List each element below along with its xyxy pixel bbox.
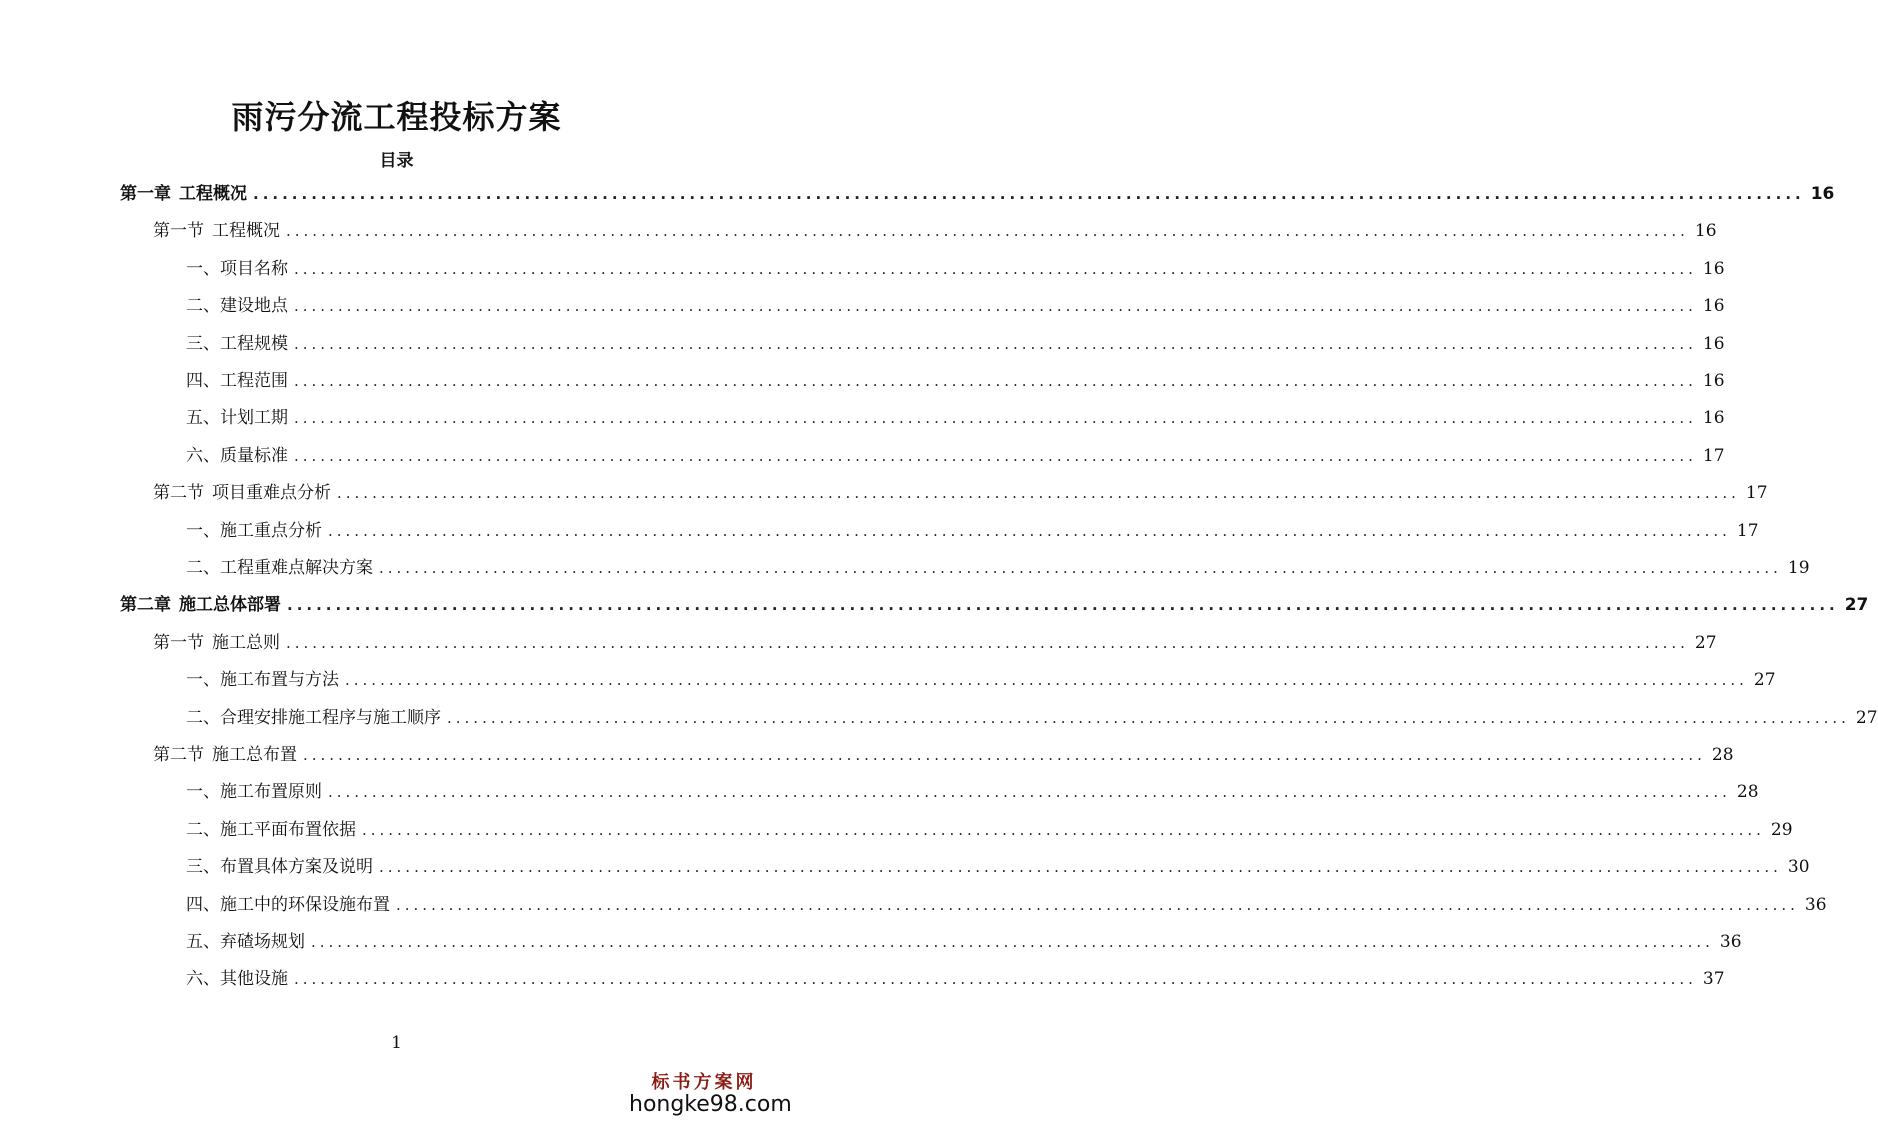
toc-entry[interactable] [153,474,1768,504]
toc-entry-text: 其他设施 [220,969,288,990]
toc-entry-page: 36 [1719,932,1742,952]
toc-entry-page: 27 [1844,595,1869,616]
watermark-url: hongke98.com [629,1092,792,1117]
toc-entry-page: 16 [1702,296,1725,317]
toc-entry-label [153,482,331,504]
toc-entry-text: 施工总则 [212,632,280,653]
toc-leader-dots: ................................................................................................................................................................ [294,409,1697,428]
toc-leader-dots: ................................................................................................................................................................ [253,185,1805,203]
toc-entry-page: 16 [1810,184,1835,204]
watermark-logo [629,1068,792,1117]
toc-entry[interactable] [186,399,1725,429]
toc-entry-text: 施工平面布置依据 [220,819,356,840]
toc-leader-dots: ................................................................................................................................................................ [396,895,1799,914]
toc-entry-number: 第一节 [153,221,204,242]
toc-entry-label [186,931,305,953]
toc-entry[interactable] [153,212,1717,242]
toc-entry-number: 四、 [186,894,220,915]
toc-entry-text: 施工中的环保设施布置 [220,894,390,915]
toc-entry[interactable] [120,586,1869,616]
toc-entry-number: 二、 [186,819,220,840]
watermark-name: 标书方案网 [651,1072,757,1093]
toc-entry-text: 弃碴场规划 [220,932,305,952]
toc-entry-number: 六、 [186,969,220,990]
toc-entry-number: 三、 [186,333,220,354]
toc-entry-page: 30 [1787,857,1810,878]
toc-entry-number: 一、 [186,258,220,279]
toc-entry[interactable] [186,512,1759,542]
toc-entry-label [186,407,288,429]
toc-entry-page: 16 [1702,258,1725,279]
toc-entry-page: 17 [1702,445,1725,466]
toc-entry[interactable] [186,811,1793,841]
toc-entry-page: 16 [1702,371,1725,391]
toc-entry-text: 工程概况 [212,221,280,242]
toc-leader-dots: ................................................................................................................................................................ [294,970,1697,989]
toc-entry-label [186,968,288,990]
toc-entry-label [186,707,441,729]
toc-entry-text: 质量标准 [220,445,288,466]
toc-entry-label [186,258,288,280]
toc-leader-dots: ................................................................................................................................................................ [286,633,1689,652]
toc-leader-dots: ................................................................................................................................................................ [337,484,1740,503]
toc-entry-text: 施工布置与方法 [220,670,339,691]
toc-entry-text: 合理安排施工程序与施工顺序 [220,707,441,728]
toc-entry-text: 工程范围 [220,371,288,391]
toc-heading: 目录 [379,151,414,171]
toc-leader-dots: ................................................................................................................................................................ [294,334,1697,353]
toc-entry-number: 二、 [186,707,220,728]
toc-entry-text: 施工总布置 [212,745,297,765]
toc-entry-page: 36 [1804,894,1827,915]
toc-entry-label [120,594,281,616]
toc-entry-page: 16 [1694,221,1717,242]
toc-entry-text: 施工总体部署 [179,595,281,616]
toc-entry-page: 17 [1745,483,1768,504]
toc-entry-page: 28 [1736,782,1759,803]
toc-entry-label [120,183,247,205]
document-title: 雨污分流工程投标方案 [231,98,562,136]
toc-entry-number: 第二节 [153,745,204,765]
page-number: 1 [391,1033,402,1053]
toc-entry[interactable] [120,175,1835,205]
toc-entry[interactable] [186,325,1725,355]
toc-entry[interactable] [186,699,1878,729]
toc-leader-dots: ................................................................................................................................................................ [311,933,1714,951]
toc-leader-dots: ................................................................................................................................................................ [286,222,1689,241]
toc-entry-page: 19 [1787,558,1810,578]
toc-entry-label [153,220,280,242]
toc-entry-label [186,894,390,916]
toc-entry-text: 工程重难点解决方案 [220,558,373,578]
toc-leader-dots: ................................................................................................................................................................ [379,858,1782,877]
toc-leader-dots: ................................................................................................................................................................ [294,446,1697,465]
toc-entry[interactable] [186,923,1742,953]
toc-entry[interactable] [186,362,1725,392]
toc-entry-label [186,819,356,841]
toc-entry-text: 施工重点分析 [220,520,322,541]
toc-entry-page: 27 [1753,670,1776,691]
toc-entry-label [186,669,339,691]
toc-entry-number: 一、 [186,520,220,541]
toc-entry-text: 建设地点 [220,296,288,317]
toc-leader-dots: ................................................................................................................................................................ [362,820,1765,839]
toc-leader-dots: ................................................................................................................................................................ [287,596,1839,615]
toc-entry-number: 一、 [186,670,220,691]
toc-entry[interactable] [186,549,1810,579]
toc-entry-number: 第一节 [153,632,204,653]
toc-entry-number: 第二章 [120,595,171,616]
toc-entry-page: 29 [1770,819,1793,840]
toc-entry-text: 项目名称 [220,258,288,279]
toc-entry-number: 五、 [186,408,220,429]
toc-entry-page: 37 [1702,969,1725,990]
toc-entry-number: 一、 [186,782,220,803]
toc-entry-label [186,781,322,803]
toc-entry[interactable] [186,287,1725,317]
toc-entry-page: 17 [1736,520,1759,541]
toc-leader-dots: ................................................................................................................................................................ [379,559,1782,577]
toc-entry-label [186,520,322,542]
toc-entry-label [186,856,373,878]
toc-leader-dots: ................................................................................................................................................................ [294,297,1697,316]
toc-entry-label [153,744,297,766]
toc-leader-dots: ................................................................................................................................................................ [447,708,1850,727]
toc-leader-dots: ................................................................................................................................................................ [294,259,1697,278]
toc-entry-page: 16 [1702,408,1725,429]
toc-entry-label [186,557,373,579]
toc-entry[interactable] [186,960,1725,990]
toc-entry-number: 二、 [186,296,220,317]
toc-leader-dots: ................................................................................................................................................................ [328,521,1731,540]
toc-entry-page: 16 [1702,333,1725,354]
toc-entry-page: 27 [1694,632,1717,653]
toc-entry-label [186,370,288,392]
toc-entry[interactable] [186,437,1725,467]
toc-entry-label [186,295,288,317]
toc-entry-number: 第二节 [153,483,204,504]
toc-entry-page: 27 [1855,707,1878,728]
toc-entry[interactable] [186,886,1827,916]
toc-entry-number: 四、 [186,371,220,391]
toc-entry-number: 第一章 [120,184,171,204]
toc-entry-text: 施工布置原则 [220,782,322,803]
toc-entry-label [153,632,280,654]
toc-entry-page: 28 [1711,745,1734,765]
toc-entry-number: 六、 [186,445,220,466]
toc-entry-text: 计划工期 [220,408,288,429]
toc-entry[interactable] [186,250,1725,280]
toc-entry-number: 二、 [186,558,220,578]
toc-entry-number: 五、 [186,932,220,952]
toc-entry-label [186,333,288,355]
toc-entry[interactable] [153,624,1717,654]
toc-entry[interactable] [153,736,1734,766]
toc-leader-dots: ................................................................................................................................................................ [328,783,1731,802]
toc-leader-dots: ................................................................................................................................................................ [345,671,1748,690]
toc-entry-text: 项目重难点分析 [212,483,331,504]
toc-entry-text: 工程规模 [220,333,288,354]
toc-entry[interactable] [186,661,1776,691]
toc-entry[interactable] [186,773,1759,803]
toc-entry-label [186,445,288,467]
toc-entry-text: 工程概况 [179,184,247,204]
toc-entry-text: 布置具体方案及说明 [220,857,373,878]
toc-entry-number: 三、 [186,857,220,878]
toc-leader-dots: ................................................................................................................................................................ [294,372,1697,390]
toc-entry[interactable] [186,848,1810,878]
toc-leader-dots: ................................................................................................................................................................ [303,746,1706,764]
